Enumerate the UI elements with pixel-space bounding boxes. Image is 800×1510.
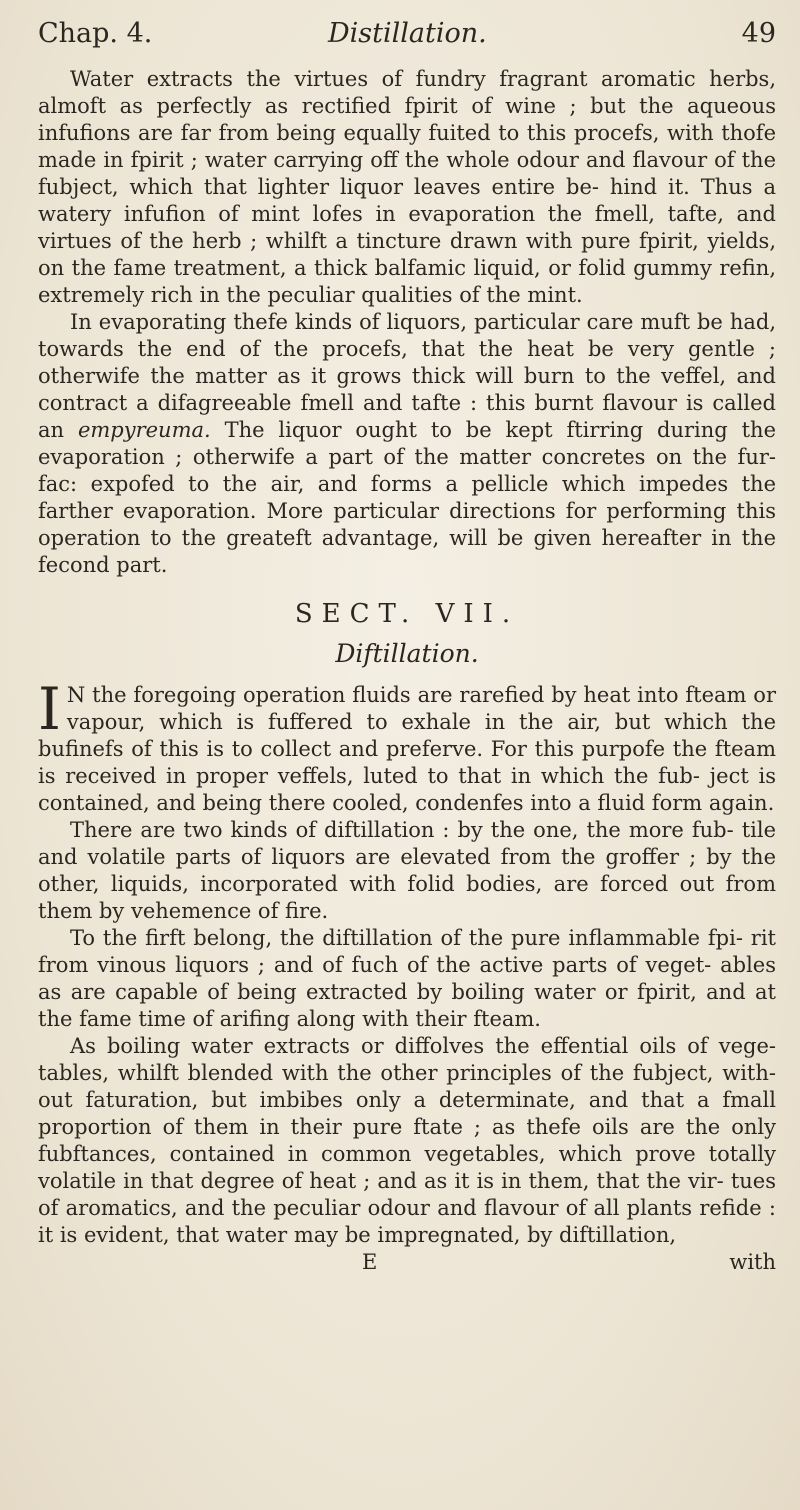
catchword: with: [729, 1250, 776, 1274]
page-footer: [38, 1249, 776, 1276]
paragraph: Water extracts the virtues of fundry fragrant aromatic herbs, almoft as perfectly as rectified fpirit of wine ; but the aqueous infufions are far from being equally fuited to this procefs, with thofe made in fpirit ; water carrying off the whole odour and flavour of the fubject, which that lighter liquor leaves entire be- hind it. Thus a watery infufion of mint lofes in evaporation the fmell, tafte, and virtues of the herb ; whilft a tincture drawn with pure fpirit, yields, on the fame treatment, a thick balfamic liquid, or folid gummy refin, extremely rich in the peculiar qualities of the mint.: [38, 67, 776, 307]
running-title: Distillation.: [328, 18, 487, 49]
running-header: [38, 14, 776, 58]
drop-cap: I: [38, 675, 61, 743]
paragraph: [38, 309, 776, 579]
paragraph: There are two kinds of diftillation : by the one, the more fub- tile and volatile parts of liquors are elevated from the groffer ; by the other, liquids, incorporated with folid bodies, are forced out from them by vehemence of fire.: [38, 818, 776, 923]
paragraph-text: N the foregoing operation fluids are rarefied by heat into fteam or vapour, which is fuffered to exhale in the air, but which the bufinefs of this is to collect and preferve. For this purpofe the fteam is received in proper veffels, luted to that in which the fub- ject is contained, and being there cooled, condenfes into a fluid form again.: [38, 683, 776, 815]
page-number: 49: [741, 18, 776, 49]
paragraph: [38, 675, 776, 817]
section-subheading: Diftillation.: [335, 639, 479, 668]
emphasis-term: empyreuma.: [77, 418, 211, 442]
paragraph-text: In evaporating thefe kinds of liquors, particular care muft be had, towards the end of the procefs, that the heat be very gentle ; otherwife the matter as it grows thick will burn to the veffel, and contract a difagreeable fmell and tafte : this burnt flavour is called an: [38, 310, 776, 442]
section-heading: SECT. VII.: [294, 599, 520, 629]
chapter-label: Chap. 4.: [38, 18, 153, 49]
signature-mark: E: [362, 1250, 378, 1274]
paragraph: As boiling water extracts or diffolves the effential oils of vege- tables, whilft blended with the other principles of the fubject, with- out faturation, but imbibes only a determinate, and that a fmall proportion of them in their pure ftate ; as thefe oils are the only fubftances, contained in common vegetables, which prove totally volatile in that degree of heat ; and as it is in them, that the vir- tues of aromatics, and the peculiar odour and flavour of all plants refide : it is evident, that water may be impregnated, by diftillation,: [38, 1034, 776, 1247]
body-text: [38, 66, 776, 1276]
paragraph: To the firft belong, the diftillation of the pure inflammable fpi- rit from vinous liquors ; and of fuch of the active parts of veget- ables as are capable of being extracted by boiling water or fpirit, and at the fame time of arifing along with their fteam.: [38, 926, 776, 1031]
paragraph-text: The liquor ought to be kept ftirring during the evaporation ; otherwife a part of the matter concretes on the fur- fac: expofed to the air, and forms a pellicle which impedes the farther evaporation. More particular directions for performing this operation to the greateft advantage, will be given hereafter in the fecond part.: [38, 418, 776, 577]
